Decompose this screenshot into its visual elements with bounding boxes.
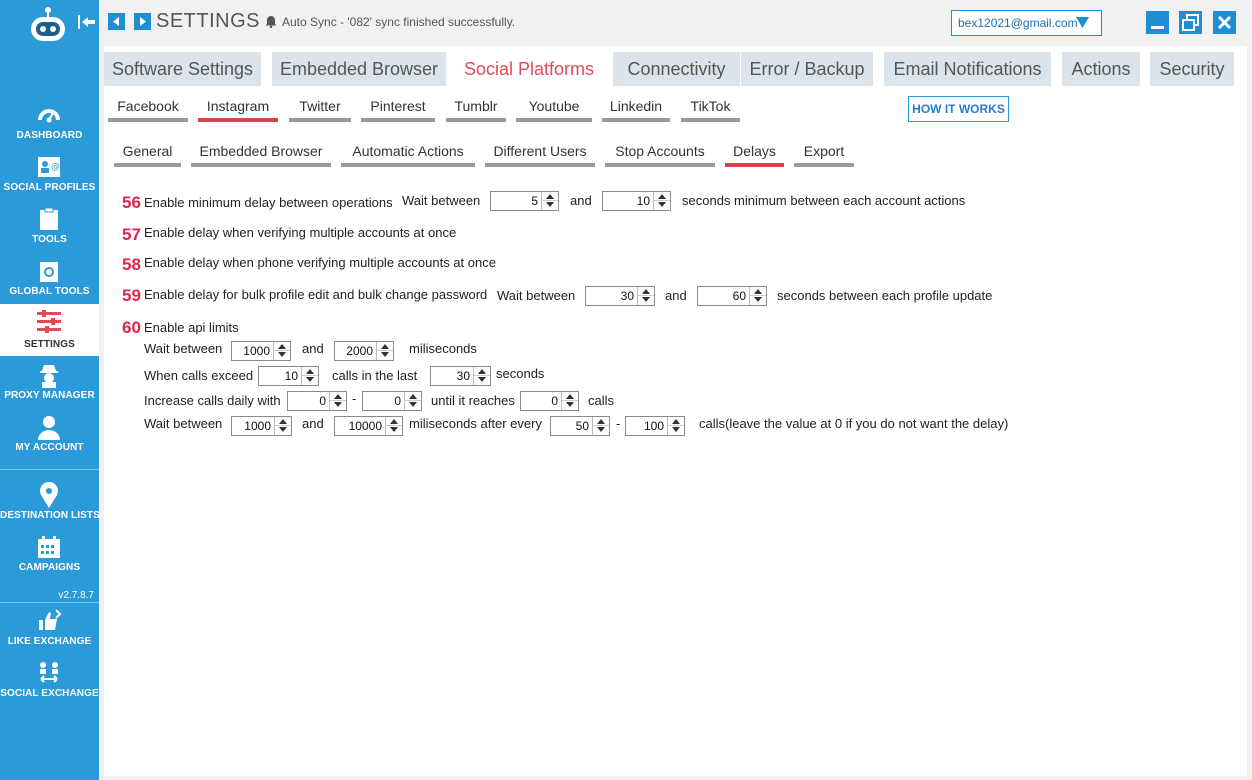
- social-profiles-icon: [36, 154, 62, 180]
- account-dropdown[interactable]: [951, 10, 1102, 36]
- max-delay-input[interactable]: [602, 191, 671, 211]
- like-exchange-icon: [36, 608, 62, 634]
- setting-label: Enable delay when phone verifying multiple accounts at once: [144, 255, 496, 270]
- spin-value: 2000: [346, 344, 373, 358]
- nav-tools[interactable]: [0, 204, 99, 256]
- platform-tab-tumblr-label: Tumblr: [454, 98, 498, 114]
- tab-actions[interactable]: Actions: [1062, 52, 1140, 86]
- nav-proxy-manager-label: PROXY MANAGER: [4, 390, 95, 401]
- close-icon: [1213, 11, 1236, 34]
- spin-buttons[interactable]: [561, 392, 578, 410]
- how-it-works-button[interactable]: HOW IT WORKS: [908, 96, 1009, 122]
- spin-value: 5: [531, 194, 538, 208]
- nav-settings[interactable]: [0, 304, 99, 356]
- calls-in-last-label: calls in the last: [332, 368, 418, 383]
- settings-panel: [104, 46, 1247, 776]
- app-version: v2.7.8.7: [58, 590, 94, 601]
- platform-tab-youtube-label: Youtube: [528, 98, 580, 114]
- setting-label: Enable minimum delay between operations: [144, 195, 393, 210]
- platform-tab-youtube[interactable]: [516, 96, 592, 122]
- nav-my-account[interactable]: [0, 412, 99, 464]
- tab-embedded-browser[interactable]: Embedded Browser: [272, 52, 446, 86]
- minimize-icon: [1146, 11, 1169, 34]
- row-number: 59: [122, 286, 141, 305]
- setting-label: Enable delay for bulk profile edit and bulk change password: [144, 287, 488, 302]
- platform-tab-facebook-label: Facebook: [117, 98, 179, 114]
- minimize-button[interactable]: [1146, 11, 1169, 34]
- nav-like-exchange-label: LIKE EXCHANGE: [7, 636, 92, 647]
- robot-logo-icon: [28, 6, 68, 44]
- platform-tab-pinterest-label: Pinterest: [370, 98, 426, 114]
- increase-min-input[interactable]: [287, 391, 347, 411]
- spin-buttons[interactable]: [667, 417, 684, 435]
- section-tab-export[interactable]: [794, 141, 854, 167]
- spin-buttons[interactable]: [404, 392, 421, 410]
- dash-label: -: [616, 416, 621, 431]
- row-number: 60: [122, 318, 141, 337]
- svg-text:@: @: [51, 162, 60, 172]
- top-bar: [99, 0, 1252, 46]
- unit-label: miliseconds: [409, 341, 477, 356]
- row-number: 56: [122, 193, 141, 212]
- nav-global-tools-label: GLOBAL TOOLS: [9, 286, 90, 297]
- section-tab-automatic-actions[interactable]: [341, 141, 475, 167]
- spin-value: 1000: [244, 419, 271, 433]
- spin-buttons[interactable]: [273, 342, 290, 360]
- platform-tab-linkedin-label: Linkedin: [609, 98, 663, 114]
- spin-value: 60: [732, 289, 746, 303]
- spin-value: 0: [394, 394, 401, 408]
- restore-button[interactable]: [1179, 11, 1202, 34]
- platform-tab-tiktok[interactable]: [681, 96, 740, 122]
- reaches-limit-input[interactable]: [520, 391, 579, 411]
- nav-social-profiles-label: SOCIAL PROFILES: [3, 182, 96, 193]
- destination-icon: [36, 482, 62, 508]
- spin-value: 30: [456, 369, 470, 383]
- setting-label: Enable api limits: [144, 320, 239, 335]
- tab-software-settings[interactable]: Software Settings: [104, 52, 261, 86]
- section-tab-different-users[interactable]: [485, 141, 595, 167]
- nav-campaigns[interactable]: [0, 532, 99, 584]
- spin-buttons[interactable]: [329, 392, 346, 410]
- restore-icon: [1179, 11, 1202, 34]
- nav-campaigns-label: CAMPAIGNS: [18, 562, 81, 573]
- wait-between-label: Wait between: [144, 341, 223, 356]
- spin-value: 0: [319, 394, 326, 408]
- platform-tab-twitter-label: Twitter: [299, 98, 341, 114]
- my-account-icon: [36, 414, 62, 440]
- section-tab-stop-accounts-label: Stop Accounts: [615, 143, 705, 159]
- and-label: and: [665, 288, 687, 303]
- bell-icon: [265, 15, 277, 28]
- spin-value: 10: [636, 194, 650, 208]
- platform-tab-tumblr[interactable]: [446, 96, 506, 122]
- calls-max-input[interactable]: [625, 416, 685, 436]
- nav-social-profiles[interactable]: [0, 152, 99, 204]
- and-label: and: [302, 341, 324, 356]
- min-delay-input[interactable]: [490, 191, 559, 211]
- tab-security[interactable]: Security: [1150, 52, 1234, 86]
- spin-value: 10: [284, 369, 298, 383]
- increase-calls-label: Increase calls daily with: [144, 393, 281, 408]
- section-tab-general[interactable]: [114, 141, 181, 167]
- nav-proxy-manager[interactable]: [0, 360, 99, 412]
- nav-my-account-label: MY ACCOUNT: [15, 442, 84, 453]
- nav-like-exchange[interactable]: [0, 606, 99, 658]
- spin-buttons[interactable]: [637, 287, 654, 305]
- nav-destination-lists[interactable]: [0, 480, 99, 532]
- and-label: and: [302, 416, 324, 431]
- section-tab-export-label: Export: [803, 143, 845, 159]
- nav-destination-lists-label: DESTINATION LISTS: [0, 510, 100, 521]
- spin-value: 100: [643, 419, 664, 433]
- min-delay-input[interactable]: [585, 286, 655, 306]
- sidebar-divider-2: [0, 602, 99, 603]
- calls-min-input[interactable]: [550, 416, 610, 436]
- platform-tab-pinterest[interactable]: [361, 96, 435, 122]
- platform-tab-tiktok-label: TikTok: [690, 98, 731, 114]
- spin-buttons[interactable]: [385, 417, 402, 435]
- nav-social-exchange-label: SOCIAL EXCHANGE: [0, 688, 99, 699]
- chevron-down-icon: [1076, 17, 1089, 29]
- tab-error-backup[interactable]: Error / Backup: [741, 52, 873, 86]
- row-number: 57: [122, 225, 141, 244]
- spin-buttons[interactable]: [653, 192, 670, 210]
- global-tools-icon: [36, 258, 62, 284]
- increase-max-input[interactable]: [362, 391, 422, 411]
- social-exchange-icon: [36, 660, 62, 686]
- back-arrow-icon: [108, 13, 125, 30]
- spin-value: 0: [551, 394, 558, 408]
- and-label: and: [570, 193, 592, 208]
- dash-label: -: [352, 391, 357, 406]
- calls-exceed-label: When calls exceed: [144, 368, 254, 383]
- spin-value: 30: [620, 289, 634, 303]
- platform-tab-facebook[interactable]: [108, 96, 188, 122]
- nav-global-tools[interactable]: [0, 256, 99, 308]
- unit-label: seconds: [496, 366, 545, 381]
- section-tab-different-users-label: Different Users: [493, 143, 587, 159]
- back-button[interactable]: [108, 13, 125, 30]
- account-email: bex12021@gmail.com: [958, 16, 1078, 30]
- section-tab-delays-label: Delays: [733, 143, 776, 159]
- dashboard-icon: [36, 102, 62, 128]
- api-wait-min-input[interactable]: [231, 341, 291, 361]
- spin-buttons[interactable]: [541, 192, 558, 210]
- tab-connectivity[interactable]: Connectivity: [613, 52, 740, 86]
- tab-social-platforms[interactable]: Social Platforms: [455, 52, 603, 86]
- settings-icon: [36, 308, 62, 334]
- tools-icon: [36, 206, 62, 232]
- campaigns-icon: [36, 534, 62, 560]
- unit-label: calls(leave the value at 0 if you do not want the delay): [699, 416, 1009, 431]
- spin-value: 50: [575, 419, 589, 433]
- close-button[interactable]: [1213, 11, 1236, 34]
- suffix-label: seconds between each profile update: [777, 288, 993, 303]
- spin-buttons[interactable]: [376, 342, 393, 360]
- nav-dashboard-label: DASHBOARD: [16, 130, 83, 141]
- api-wait-max-input[interactable]: [334, 341, 394, 361]
- spin-buttons[interactable]: [592, 417, 609, 435]
- nav-dashboard[interactable]: [0, 100, 99, 152]
- until-reaches-label: until it reaches: [431, 393, 515, 408]
- spin-buttons[interactable]: [473, 367, 490, 385]
- spin-value: 1000: [243, 344, 270, 358]
- nav-social-exchange[interactable]: [0, 658, 99, 710]
- forward-arrow-icon: [134, 13, 151, 30]
- section-tab-automatic-actions-label: Automatic Actions: [352, 143, 464, 159]
- spin-buttons[interactable]: [749, 287, 766, 305]
- row-number: 58: [122, 255, 141, 274]
- spin-value: 10000: [348, 419, 382, 433]
- spin-buttons[interactable]: [274, 417, 291, 435]
- unit-label: calls: [588, 393, 615, 408]
- forward-button[interactable]: [134, 13, 151, 30]
- api-burst-max-input[interactable]: [334, 416, 403, 436]
- platform-tab-twitter[interactable]: [289, 96, 351, 122]
- section-tab-delays[interactable]: [725, 141, 784, 167]
- platform-tab-linkedin[interactable]: [602, 96, 670, 122]
- section-tab-embedded-browser-label: Embedded Browser: [199, 143, 323, 159]
- tab-email-notifications[interactable]: Email Notifications: [884, 52, 1051, 86]
- api-burst-min-input[interactable]: [231, 416, 292, 436]
- wait-between-label: Wait between: [497, 288, 576, 303]
- proxy-manager-icon: [36, 362, 62, 388]
- suffix-label: seconds minimum between each account actions: [682, 193, 966, 208]
- setting-label: Enable delay when verifying multiple accounts at once: [144, 225, 457, 240]
- sidebar-divider: [0, 469, 99, 470]
- nav-tools-label: TOOLS: [32, 234, 67, 245]
- sync-status: [265, 15, 515, 29]
- page-title: SETTINGS: [156, 10, 261, 32]
- platform-tab-instagram-label: Instagram: [206, 98, 270, 114]
- wait-between-label: Wait between: [402, 193, 481, 208]
- spin-buttons[interactable]: [301, 367, 318, 385]
- section-tab-stop-accounts[interactable]: [605, 141, 715, 167]
- max-delay-input[interactable]: [697, 286, 767, 306]
- section-tab-general-label: General: [122, 143, 173, 159]
- section-tab-embedded-browser[interactable]: [191, 141, 331, 167]
- wait-between-label: Wait between: [144, 416, 223, 431]
- sync-status-text: Auto Sync - '082' sync finished successfully.: [282, 15, 516, 29]
- collapse-sidebar-icon[interactable]: [78, 14, 96, 30]
- sidebar: [0, 0, 99, 780]
- calls-window-input[interactable]: [430, 366, 491, 386]
- nav-settings-label: SETTINGS: [24, 339, 75, 350]
- calls-exceed-input[interactable]: [258, 366, 319, 386]
- platform-tab-instagram[interactable]: [198, 96, 278, 122]
- after-every-label: miliseconds after every: [409, 416, 542, 431]
